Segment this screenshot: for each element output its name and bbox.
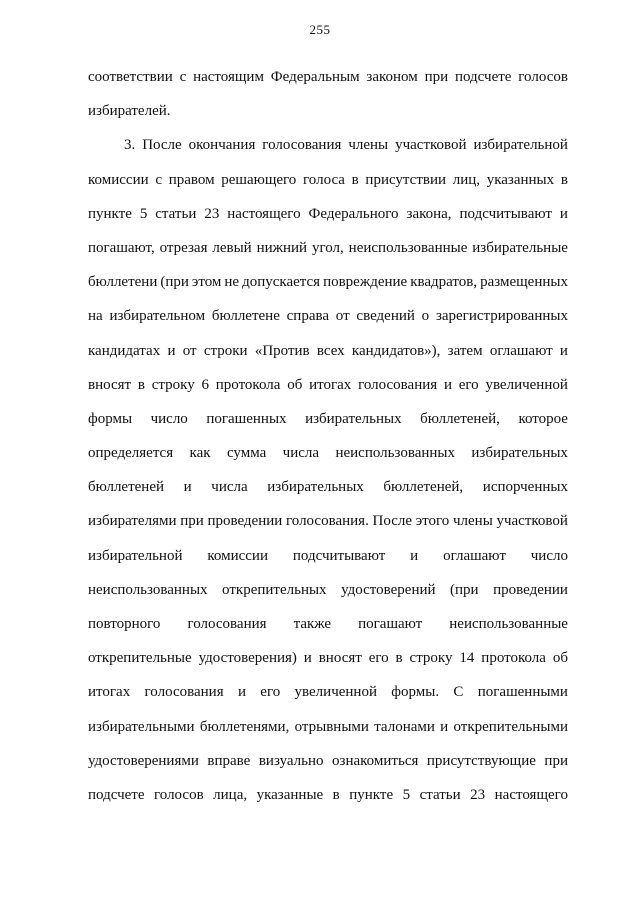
text-line: пункте 5 статьи 23 настоящего Федерального закона, подсчитывают и [88,205,568,222]
text-line: открепительные удостоверения) и вносят его в строку 14 протокола об [88,650,568,667]
page-number: 255 [309,22,331,37]
text-line: кандидатах и от строки «Против всех кандидатов»), затем оглашают и [88,342,568,359]
text-line: на избирательном бюллетене справа от сведений о зарегистрированных [88,308,568,325]
text-line: избирательной комиссии подсчитывают и оглашают число [88,547,568,564]
text-line: неиспользованных открепительных удостоверений (при проведении [88,581,568,598]
text-line: вносят в строку 6 протокола об итогах голосования и его увеличенной [88,376,568,393]
text-line: удостоверениями вправе визуально ознакомиться присутствующие при [88,752,568,769]
document-body [88,60,568,812]
text-line: комиссии с правом решающего голоса в присутствии лиц, указанных в [88,171,568,188]
text-line: бюллетени (при этом не допускается повреждение квадратов, размещенных [88,274,568,291]
text-line: формы число погашенных избирательных бюллетеней, которое [88,410,568,427]
text-line: избирателями при проведении голосования. После этого члены участковой [88,513,568,530]
text-line: итогах голосования и его увеличенной формы. С погашенными [88,684,568,701]
text-line: повторного голосования также погашают неиспользованные [88,616,568,632]
text-line: соответствии с настоящим Федеральным законом при подсчете голосов [88,69,568,85]
text-line: подсчете голосов лица, указанные в пункте 5 статьи 23 настоящего [88,786,568,803]
text-line: избирательными бюллетенями, отрывными талонами и открепительными [88,718,568,735]
text-line: бюллетеней и числа избирательных бюллетеней, испорченных [88,479,568,496]
text-line: определяется как сумма числа неиспользованных избирательных [88,445,568,462]
text-line: погашают, отрезая левый нижний угол, неиспользованные избирательные [88,239,568,256]
text-line: 3. После окончания голосования члены участковой избирательной [124,137,568,154]
text-line: избирателей. [88,103,171,120]
